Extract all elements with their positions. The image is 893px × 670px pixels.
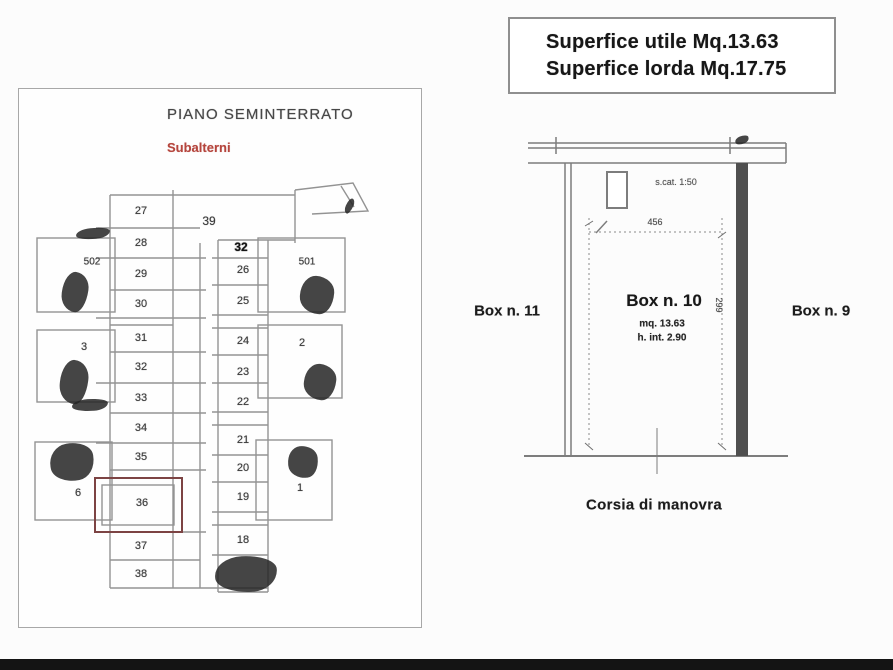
plan-title: PIANO SEMINTERRATO: [167, 106, 354, 123]
room-number-38: 38: [134, 568, 148, 580]
room-number-37: 37: [134, 540, 148, 552]
room-number-35: 35: [134, 451, 148, 463]
room-number-501: 501: [298, 256, 316, 268]
bottom-bar: [0, 659, 893, 670]
box10-height: h. int. 2.90: [637, 332, 687, 344]
room-number-33: 33: [134, 392, 148, 404]
room-number-27: 27: [134, 205, 148, 217]
scale-note: s.cat. 1:50: [655, 177, 697, 187]
surface-info-box: [508, 17, 836, 94]
surface-utile-text: Superfice utile Mq.13.63: [546, 30, 779, 53]
room-number-32: 32: [134, 361, 148, 373]
box10-area: mq. 13.63: [639, 318, 685, 330]
box10-right-wall: [736, 163, 748, 456]
shaft-symbol: [607, 172, 627, 208]
room-number-39: 39: [202, 214, 216, 228]
room-number-30: 30: [134, 298, 148, 310]
room-number-24: 24: [236, 335, 250, 347]
ink-stamp: [734, 134, 750, 146]
room-number-1: 1: [296, 482, 304, 494]
room-number-34: 34: [134, 422, 148, 434]
corsia-label: Corsia di manovra: [586, 496, 722, 514]
room-number-6: 6: [74, 487, 82, 499]
room-number-36: 36: [135, 497, 149, 509]
room-number-2: 2: [298, 337, 306, 349]
width-dimension: 456: [647, 217, 663, 227]
room-number-3: 3: [80, 341, 88, 353]
plan-subtitle: Subalterni: [167, 140, 231, 155]
room-number-26: 26: [236, 264, 250, 276]
room-number-22: 22: [236, 396, 250, 408]
room-number-32: 32: [234, 240, 248, 254]
room-number-29: 29: [134, 268, 148, 280]
room-number-20: 20: [236, 462, 250, 474]
room-number-18: 18: [236, 534, 250, 546]
room-number-25: 25: [236, 295, 250, 307]
room-number-31: 31: [134, 332, 148, 344]
surface-lorda-text: Superfice lorda Mq.17.75: [546, 57, 787, 80]
room-number-21: 21: [236, 434, 250, 446]
box9-label: Box n. 9: [791, 302, 851, 320]
room-number-502: 502: [83, 256, 101, 268]
depth-dimension: 299: [714, 297, 724, 313]
box10-title: Box n. 10: [626, 291, 702, 310]
room-number-19: 19: [236, 491, 250, 503]
room-number-28: 28: [134, 237, 148, 249]
floor-plan-frame: [18, 88, 422, 628]
room-number-23: 23: [236, 366, 250, 378]
box11-label: Box n. 11: [474, 302, 540, 320]
